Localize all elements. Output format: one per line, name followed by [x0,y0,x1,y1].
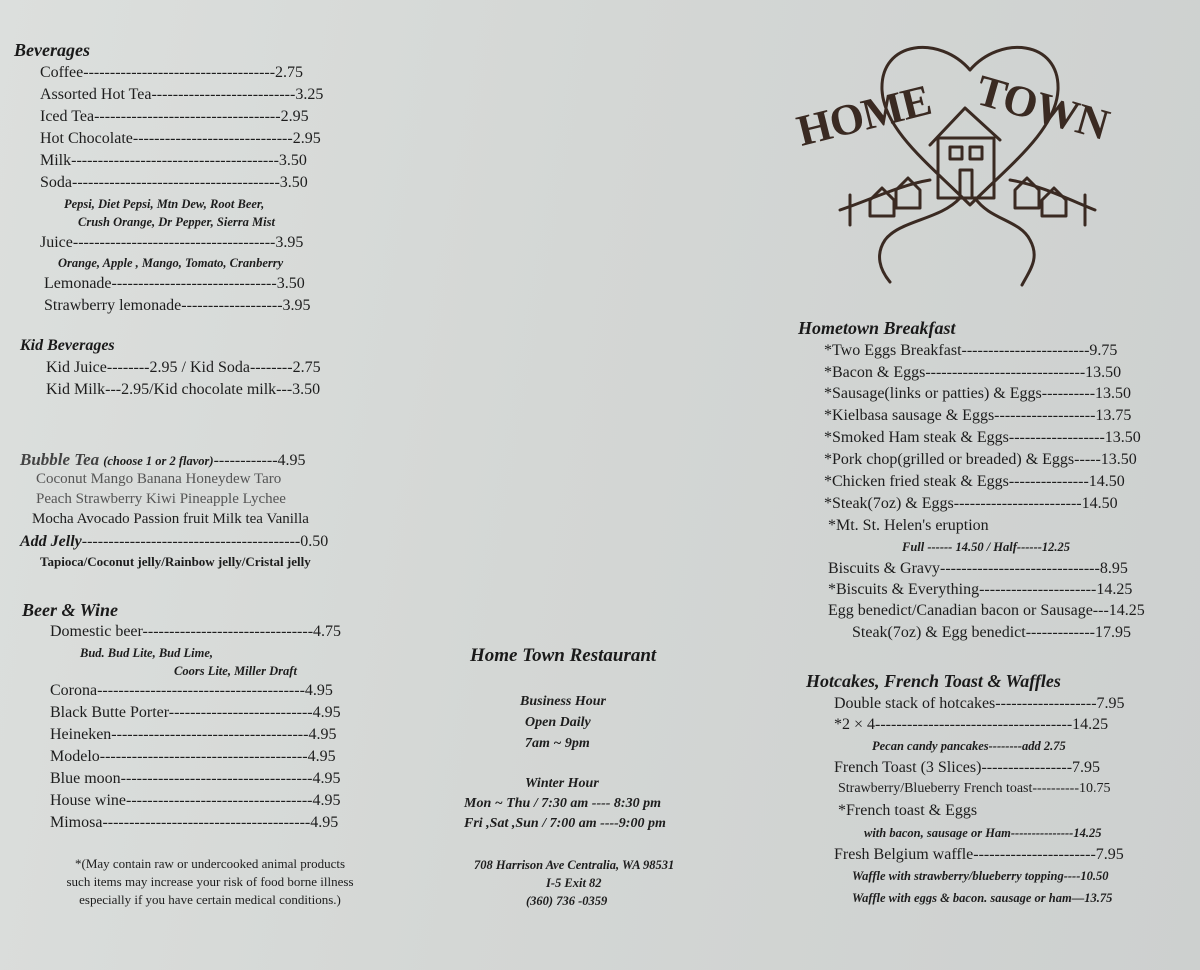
flavor-list: Mocha Avocado Passion fruit Milk tea Vanilla [32,511,309,527]
menu-item: *Smoked Ham steak & Eggs------------------13.50 [824,429,1141,446]
menu-item: Modelo---------------------------------------4.95 [50,748,336,765]
domestic-note: Coors Lite, Miller Draft [174,664,297,678]
menu-item: *Two Eggs Breakfast------------------------9.75 [824,342,1118,359]
menu-item: *Biscuits & Everything----------------------14.25 [828,581,1133,598]
menu-item: *Chicken fried steak & Eggs---------------14.50 [824,473,1125,490]
logo-word-home: HOME [792,75,936,156]
add-jelly-price: -----------------------------------------0.50 [81,533,329,550]
pecan-note: Pecan candy pancakes--------add 2.75 [872,739,1066,753]
restaurant-name: Home Town Restaurant [470,645,657,666]
menu-item: Milk---------------------------------------3.50 [40,152,307,169]
disclaimer-line: such items may increase your risk of food borne illness [66,874,354,889]
breakfast-title: Hometown Breakfast [798,318,956,338]
disclaimer-line: *(May contain raw or undercooked animal products [74,856,346,871]
menu-item: Strawberry lemonade-------------------3.95 [44,297,311,314]
beer-wine-title: Beer & Wine [22,600,119,620]
open-daily-label: Open Daily [525,715,591,730]
bubble-tea-title: Bubble Tea [20,450,100,469]
menu-item: Domestic beer--------------------------------4.75 [50,623,342,640]
menu-item: Egg benedict/Canadian bacon or Sausage---14.25 [828,602,1145,619]
bubble-tea-note: (choose 1 or 2 flavor) [103,454,214,468]
menu-item: Heineken-------------------------------------4.95 [50,726,337,743]
logo-word-town: TOWN [970,65,1114,150]
soda-note: Crush Orange, Dr Pepper, Sierra Mist [78,215,275,229]
juice-note: Orange, Apple , Mango, Tomato, Cranberry [58,256,284,270]
heart-house-icon [790,30,1150,295]
menu-item: Steak(7oz) & Egg benedict-------------17.95 [852,624,1131,641]
winter-hours: Mon ~ Thu / 7:30 am ---- 8:30 pm [464,796,661,811]
address: 708 Harrison Ave Centralia, WA 98531 [474,858,675,872]
winter-hours: Fri ,Sat ,Sun / 7:00 am ----9:00 pm [464,816,666,831]
flavor-list: Peach Strawberry Kiwi Pineapple Lychee [36,491,286,507]
beverages-title: Beverages [14,40,90,60]
soda-note: Pepsi, Diet Pepsi, Mtn Dew, Root Beer, [64,197,265,211]
winter-hour-label: Winter Hour [525,776,599,791]
mt-note: Full ------ 14.50 / Half------12.25 [902,540,1071,554]
highway-exit: I-5 Exit 82 [546,876,602,890]
menu-item: Biscuits & Gravy------------------------------8.95 [828,560,1128,577]
add-jelly-row [20,533,328,551]
ft-eggs-note: with bacon, sausage or Ham---------------14.25 [864,826,1102,840]
bubble-tea-price: ------------4.95 [213,452,306,469]
menu-item: *Sausage(links or patties) & Eggs----------13.50 [824,385,1132,402]
hometown-logo [790,30,1150,295]
menu-item: *Pork chop(grilled or breaded) & Eggs-----13.50 [824,451,1137,468]
add-jelly-label: Add Jelly [20,533,82,550]
business-hour-label: Business Hour [520,694,606,709]
menu-item: Juice--------------------------------------3.95 [40,234,304,251]
menu-item: *2 × 4-------------------------------------14.25 [834,716,1109,733]
menu-item: Black Butte Porter---------------------------4.95 [50,704,341,721]
phone-number: (360) 736 -0359 [526,894,608,908]
menu-item: House wine-----------------------------------4.95 [50,792,341,809]
waffle-item: Waffle with strawberry/blueberry topping----10.50 [852,869,1109,883]
menu-item: Coffee------------------------------------2.75 [40,64,304,81]
menu-item: Iced Tea-----------------------------------2.95 [40,108,309,125]
domestic-note: Bud. Bud Lite, Bud Lime, [80,646,214,660]
menu-item: *Steak(7oz) & Eggs------------------------14.50 [824,495,1118,512]
disclaimer-line: especially if you have certain medical conditions.) [79,892,341,907]
daily-hours: 7am ~ 9pm [525,736,590,751]
menu-item: Soda---------------------------------------3.50 [40,174,308,191]
menu-item: *Mt. St. Helen's eruption [828,517,989,534]
menu-item: French Toast (3 Slices)-----------------7.95 [834,759,1101,776]
menu-item: Assorted Hot Tea---------------------------3.25 [40,86,324,103]
menu-item: *French toast & Eggs [838,802,978,819]
menu-item: Mimosa---------------------------------------4.95 [50,814,339,831]
hotcakes-title: Hotcakes, French Toast & Waffles [806,671,1061,691]
flavor-list: Coconut Mango Banana Honeydew Taro [36,471,282,487]
menu-item: *Bacon & Eggs------------------------------13.50 [824,364,1122,381]
menu-item: Hot Chocolate------------------------------2.95 [40,130,321,147]
menu-item: *Kielbasa sausage & Eggs-------------------13.75 [824,407,1132,424]
menu-item: Corona---------------------------------------4.95 [50,682,333,699]
waffle-item: Waffle with eggs & bacon. sausage or ham—13.75 [852,891,1113,905]
bubble-tea-header [20,450,306,470]
menu-item: Double stack of hotcakes-------------------7.95 [834,695,1125,712]
menu-item: Fresh Belgium waffle-----------------------7.95 [834,846,1124,863]
jelly-list: Tapioca/Coconut jelly/Rainbow jelly/Cristal jelly [40,554,311,569]
kid-beverages-title: Kid Beverages [20,337,115,354]
menu-item: Kid Milk---2.95/Kid chocolate milk---3.50 [46,381,321,398]
menu-item: Lemonade-------------------------------3.50 [44,275,305,292]
menu-item: Strawberry/Blueberry French toast----------10.75 [838,781,1111,796]
menu-item: Kid Juice--------2.95 / Kid Soda--------2.75 [46,359,321,376]
menu-item: Blue moon------------------------------------4.95 [50,770,341,787]
